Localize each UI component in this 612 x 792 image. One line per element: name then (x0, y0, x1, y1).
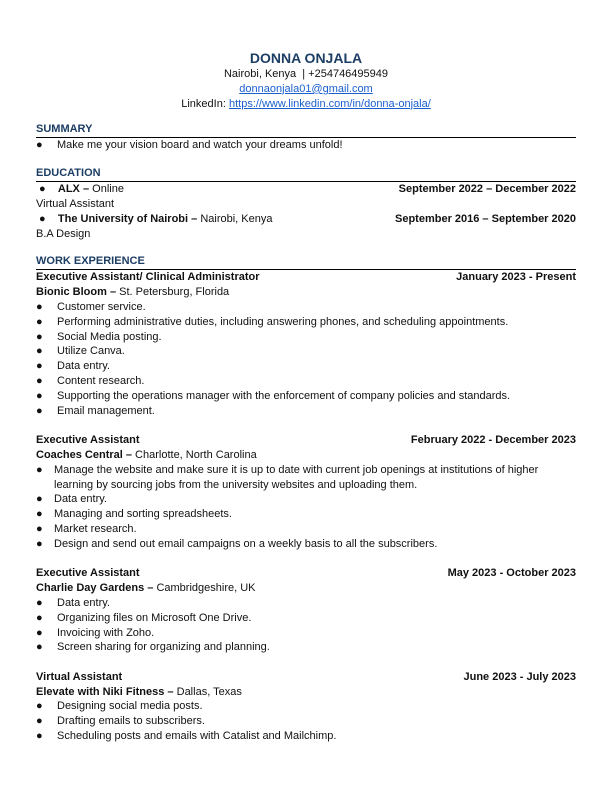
bullet-text: Supporting the operations manager with the enforcement of company policies and standards. (57, 389, 511, 402)
job-role: Executive Assistant (36, 567, 140, 580)
job-role: Executive Assistant (36, 434, 140, 447)
job-header (36, 566, 576, 581)
education-entry (36, 182, 576, 197)
job-dates: February 2022 - December 2023 (410, 434, 576, 447)
bullet-icon: ● (36, 330, 43, 343)
bullet-text: Content research. (57, 374, 145, 387)
list-item (36, 404, 576, 419)
location: Nairobi, Kenya (223, 68, 297, 80)
bullet-icon: ● (39, 212, 46, 225)
bullet-icon: ● (36, 463, 43, 476)
bullet-text: Customer service. (57, 300, 146, 313)
list-item (36, 300, 576, 315)
bullet-text: Invoicing with Zoho. (57, 626, 155, 639)
bullet-icon: ● (36, 596, 43, 609)
bullet-icon: ● (36, 611, 43, 624)
company-location: Cambridgeshire, UK (156, 582, 256, 595)
bullet-text: Screen sharing for organizing and planning. (57, 641, 270, 654)
bullet-text: Utilize Canva. (57, 345, 125, 358)
bullet-icon: ● (36, 508, 43, 521)
company-location: Dallas, Texas (176, 685, 242, 698)
section-heading-summary: SUMMARY (36, 123, 576, 138)
bullet-icon: ● (36, 522, 43, 535)
school-place: Nairobi, Kenya (200, 212, 273, 225)
job-header (36, 670, 576, 685)
bullet-text: Scheduling posts and emails with Catalist and Mailchimp. (57, 730, 337, 743)
bullet-icon: ● (36, 360, 43, 373)
bullet-icon: ● (36, 139, 43, 152)
job-dates: May 2023 - October 2023 (447, 567, 576, 580)
company-name: Bionic Bloom – (36, 286, 117, 299)
list-item (36, 389, 576, 404)
list-item (36, 138, 576, 153)
bullet-icon: ● (36, 730, 43, 743)
education-list (36, 182, 576, 241)
bullet-icon: ● (39, 183, 46, 196)
section-heading-experience: WORK EXPERIENCE (36, 255, 576, 270)
phone: +254746495949 (308, 68, 389, 80)
job-role: Executive Assistant/ Clinical Administrator (36, 271, 260, 284)
linkedin-link[interactable]: https://www.linkedin.com/in/donna-onjala/ (228, 97, 431, 110)
bullet-icon: ● (36, 374, 43, 387)
degree: B.A Design (36, 227, 91, 240)
bullet-icon: ● (36, 537, 43, 550)
company-name: Elevate with Niki Fitness – (36, 685, 174, 698)
bullet-text: Data entry. (54, 493, 107, 506)
list-item (36, 492, 576, 507)
company-line (36, 448, 576, 463)
list-item (36, 699, 576, 714)
list-item (36, 714, 576, 729)
linkedin-label: LinkedIn: (181, 97, 226, 110)
bullet-text: Market research. (54, 522, 137, 535)
bullet-text: Social Media posting. (57, 330, 162, 343)
bullet-text: Organizing files on Microsoft One Drive. (57, 611, 252, 624)
list-item (36, 626, 576, 641)
experience-list (36, 270, 576, 744)
list-item (36, 729, 576, 744)
list-item (36, 537, 576, 552)
degree: Virtual Assistant (36, 197, 115, 210)
list-item (36, 596, 576, 611)
resume (36, 50, 576, 744)
list-item (36, 522, 576, 537)
bullet-icon: ● (36, 404, 43, 417)
list-item (36, 611, 576, 626)
bullet-icon: ● (36, 345, 43, 358)
bullet-icon: ● (36, 300, 43, 313)
bullet-icon: ● (36, 641, 43, 654)
section-heading-education: EDUCATION (36, 167, 576, 182)
bullet-icon: ● (36, 315, 43, 328)
job-header (36, 270, 576, 285)
job-dates: June 2023 - July 2023 (463, 670, 576, 683)
bullet-icon: ● (36, 493, 43, 506)
bullet-text: Data entry. (57, 360, 110, 373)
school-name: ALX – (57, 183, 90, 196)
list-item (36, 507, 576, 522)
list-item (36, 374, 576, 389)
candidate-name: DONNA ONJALA (249, 50, 363, 66)
company-name: Charlie Day Gardens – (36, 582, 154, 595)
list-item (36, 359, 576, 374)
education-dates: September 2022 – December 2022 (398, 183, 576, 196)
bullet-text: Designing social media posts. (57, 700, 203, 713)
job-dates: January 2023 - Present (456, 271, 576, 284)
list-item (36, 463, 576, 493)
bullet-icon: ● (36, 626, 43, 639)
school-name: The University of Nairobi – (57, 212, 198, 225)
company-line (36, 285, 576, 300)
bullet-text: Drafting emails to subscribers. (57, 715, 205, 728)
company-location: St. Petersburg, Florida (119, 286, 230, 299)
company-line (36, 685, 576, 700)
job-header (36, 433, 576, 448)
bullet-text: Data entry. (57, 596, 110, 609)
bullet-icon: ● (36, 389, 43, 402)
bullet-text: Email management. (57, 404, 155, 417)
job-role: Virtual Assistant (36, 670, 123, 683)
company-line (36, 581, 576, 596)
company-name: Coaches Central – (36, 448, 132, 461)
bullet-text: Manage the website and make sure it is up to date with current job openings at institutions of higher learning by sourcing jobs from the university websites and uploading them. (54, 463, 539, 491)
bullet-text: Performing administrative duties, including answering phones, and scheduling appointments. (57, 315, 509, 328)
bullet-text: Design and send out email campaigns on a weekly basis to all the subscribers. (54, 537, 438, 550)
education-dates: September 2016 – September 2020 (395, 212, 576, 225)
school-place: Online (92, 183, 124, 196)
bullet-icon: ● (36, 700, 43, 713)
email-link[interactable]: donnaonjala01@gmail.com (239, 82, 373, 95)
list-item (36, 344, 576, 359)
education-entry (36, 212, 576, 227)
bullet-icon: ● (36, 715, 43, 728)
list-item (36, 330, 576, 345)
company-location: Charlotte, North Carolina (135, 448, 257, 461)
bullet-text: Managing and sorting spreadsheets. (54, 508, 232, 521)
summary-text: Make me your vision board and watch your dreams unfold! (57, 139, 343, 152)
list-item (36, 315, 576, 330)
contact-line: Nairobi, Kenya | +254746495949 (223, 68, 389, 80)
list-item (36, 640, 576, 655)
